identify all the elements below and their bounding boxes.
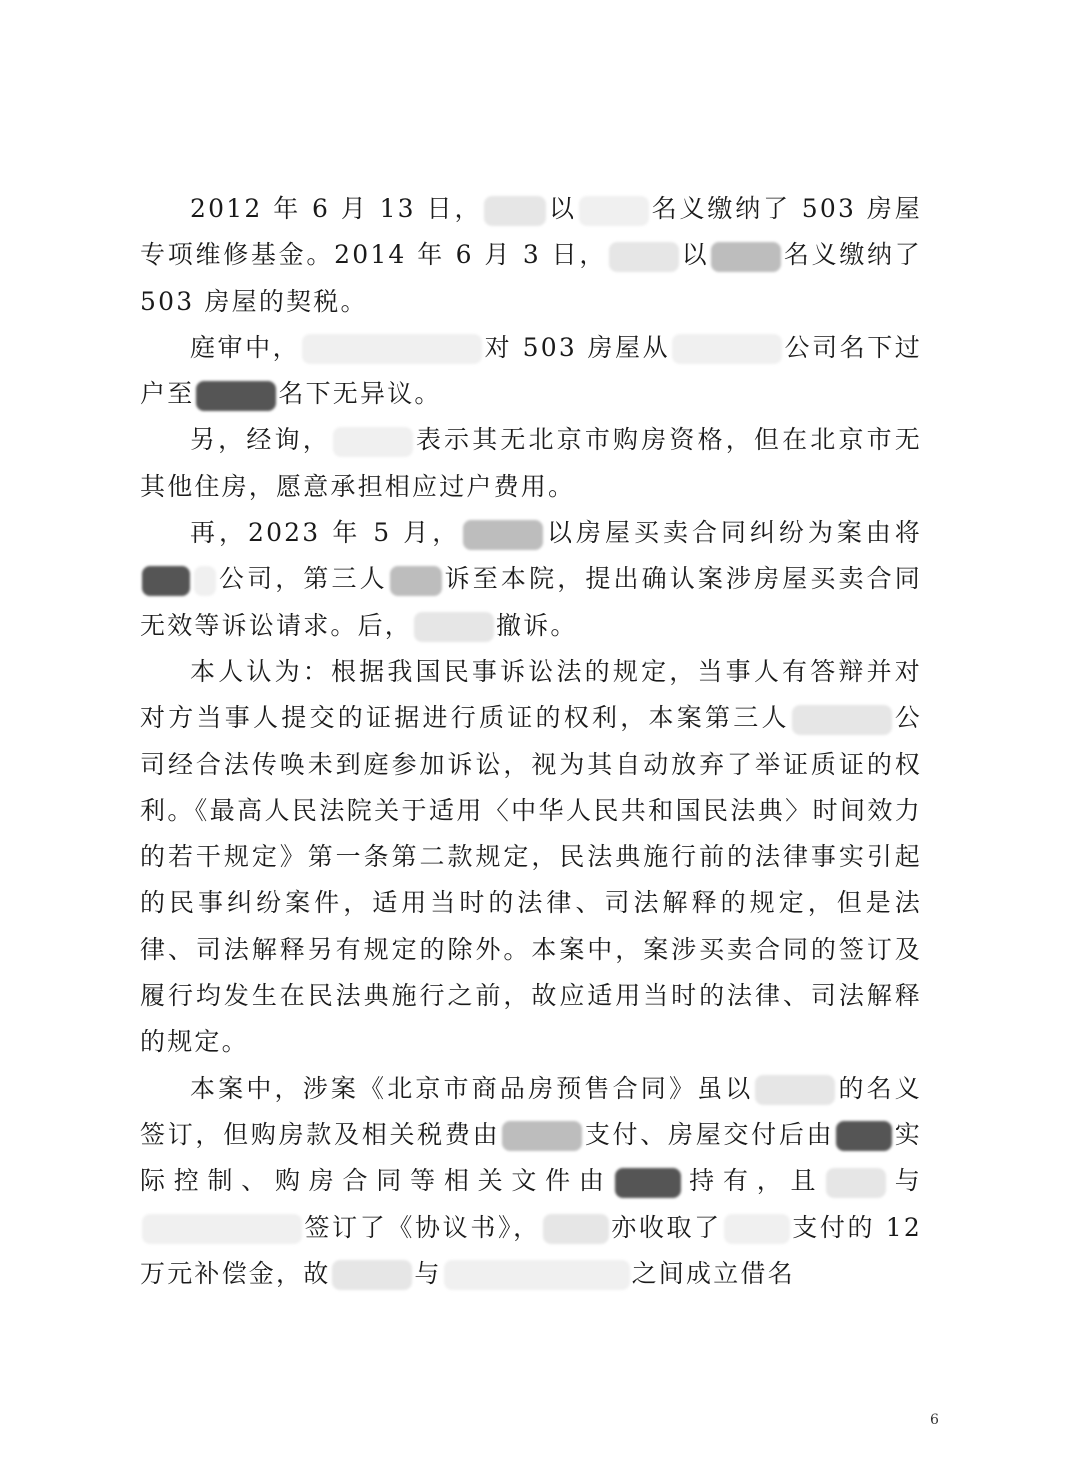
paragraph-text: 以房屋买卖合同纠纷为案由将 (545, 518, 922, 548)
document-body (140, 186, 922, 1297)
paragraph-text: 以 (548, 194, 577, 223)
paragraph-text: 公司经合法传唤未到庭参加诉讼，视为其自动放弃了举证质证的权利。《最高人民法院关于适用〈中华人民共和国民法典〉时间效力的若干规定》第一条第二款规定，民法典施行前的法律事实引起的民事纠纷案件，适用当时的法律、司法解释的规定，但是法律、司法解释另有规定的除外。本案中，案涉买卖合同的签订及履行均发生在民法典施行之前，故应适用当时的法律、司法解释的规定。 (140, 703, 922, 1057)
redaction-mark (444, 1260, 630, 1290)
paragraph-3 (140, 417, 922, 510)
paragraph-5 (140, 649, 922, 1066)
redaction-mark (414, 612, 494, 642)
paragraph-text: 再，2023 年 5 月， (190, 518, 462, 548)
redaction-mark (711, 242, 781, 272)
paragraph-text: 撤诉。 (496, 610, 578, 640)
paragraph-text: 本人认为：根据我国民事诉讼法的规定，当事人有答辩并对对方当事人提交的证据进行质证的权利，本案第三人 (140, 656, 922, 733)
redaction-mark (502, 1121, 582, 1151)
paragraph-text: 表示其无北京市购房资格，但在北京市无其他住房，愿意承担相应过户费用。 (140, 425, 922, 501)
redaction-mark (333, 427, 413, 457)
page-number: 6 (930, 1412, 939, 1428)
paragraph-text: 亦收取了 (610, 1212, 722, 1242)
redaction-mark (332, 1260, 412, 1290)
paragraph-text: 另，经询， (190, 425, 331, 455)
redaction-mark (826, 1168, 886, 1198)
redaction-mark (390, 566, 442, 596)
redaction-mark (724, 1214, 790, 1244)
paragraph-text: 诉至本院，提出确认案涉房屋买卖合同无效等诉讼请求。后， (140, 564, 922, 640)
redaction-mark (142, 1214, 302, 1244)
redaction-mark (755, 1075, 835, 1105)
paragraph-text: 之间成立借名 (631, 1258, 795, 1288)
redaction-mark (543, 1214, 609, 1244)
paragraph-text: 与 (414, 1258, 442, 1288)
paragraph-text: 名义缴纳了 503 房屋的契税。 (140, 240, 922, 316)
redaction-mark (463, 520, 543, 550)
paragraph-6 (140, 1066, 922, 1297)
paragraph-text: 对 503 房屋从 (484, 332, 671, 362)
paragraph-text: 支付、房屋交付后由 (584, 1119, 835, 1149)
redaction-mark (792, 705, 892, 735)
paragraph-text: 的名义签订，但购房款及相关税费由 (140, 1073, 922, 1149)
paragraph-text: 实际控制、购房合同等相关文件由 (140, 1119, 922, 1196)
paragraph-text: 支付的 12 万元补偿金，故 (140, 1212, 922, 1288)
paragraph-text: 签订了《协议书》， (304, 1212, 541, 1242)
paragraph-text: 公司，第三人 (218, 564, 388, 594)
paragraph-1 (140, 186, 922, 325)
paragraph-text: 以 (681, 240, 710, 270)
redaction-mark (302, 334, 482, 364)
redaction-mark (196, 381, 276, 411)
redaction-mark (484, 196, 546, 226)
paragraph-text: 2012 年 6 月 13 日， (190, 194, 483, 223)
redaction-mark (672, 334, 782, 364)
paragraph-text: 持有，且 (682, 1166, 825, 1196)
redaction-mark (142, 566, 190, 596)
paragraph-text: 本案中，涉案《北京市商品房预售合同》虽以 (190, 1073, 754, 1103)
paragraph-4 (140, 510, 922, 649)
redaction-mark (609, 242, 679, 272)
redaction-mark (579, 196, 649, 226)
paragraph-text: 庭审中， (190, 332, 301, 362)
paragraph-text: 与 (888, 1166, 922, 1196)
paragraph-text: 名义缴纳了 503 房屋专项维修基金。2014 年 6 月 3 日， (140, 194, 923, 270)
redaction-mark (194, 566, 216, 596)
paragraph-text: 公司名下过户至 (140, 332, 922, 409)
redaction-mark (615, 1168, 681, 1198)
paragraph-text: 名下无异议。 (278, 379, 442, 409)
redaction-mark (836, 1121, 892, 1151)
paragraph-2 (140, 325, 922, 418)
